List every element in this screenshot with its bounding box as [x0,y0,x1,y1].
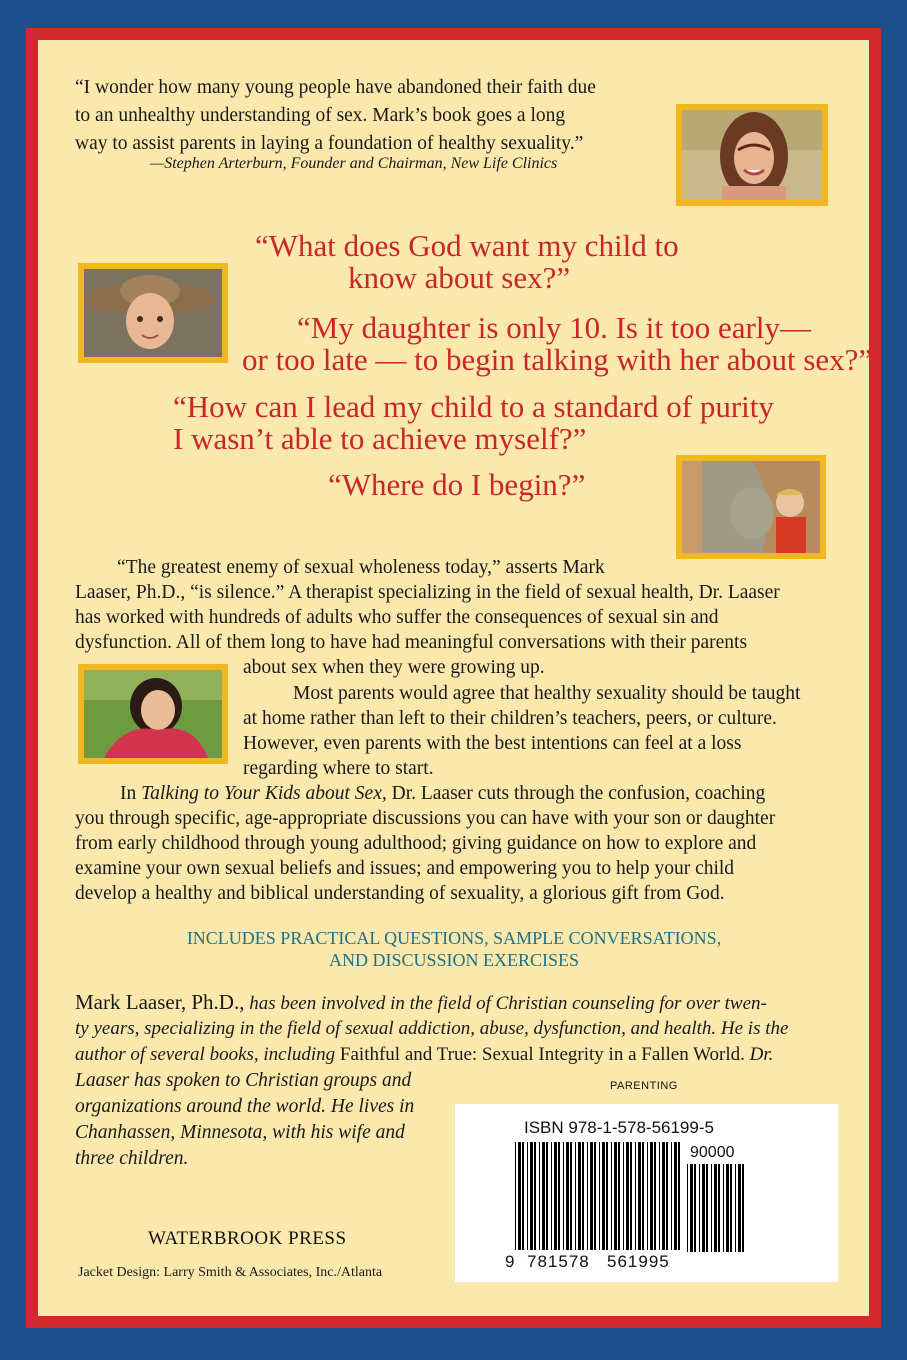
desc-p3-rest: Dr. Laaser cuts through the confusion, coaching [386,783,766,804]
bio-text: has been involved in the field of Christian counseling for over twen- [244,993,767,1014]
isbn-label: ISBN 978-1-578-56199-5 [524,1118,714,1137]
includes-line-2: AND DISCUSSION EXERCISES [328,950,580,970]
bio-line-2: ty years, specializing in the field of sexual addiction, abuse, dysfunction, and health. He is the [75,1018,789,1039]
barcode-bar [671,1142,672,1250]
desc-p1-line: about sex when they were growing up. [243,657,545,678]
barcode-bar [718,1164,720,1252]
desc-p3-line: from early childhood through young adulthood; giving guidance on how to explore and [75,833,757,854]
barcode-bar [515,1142,516,1250]
barcode-bar [623,1142,624,1250]
bio-line: organizations around the world. He lives in [75,1096,415,1117]
desc-p3-line: examine your own sexual beliefs and issues; and empowering you to help your child [75,858,735,879]
barcode-bar [687,1164,688,1252]
barcode-bar [630,1142,632,1250]
endorsement-line: to an unhealthy understanding of sex. Mark’s book goes a long [75,105,566,126]
desc-p1-line: Laaser, Ph.D., “is silence.” A therapist specializing in the field of sexual health, Dr. Laaser [75,582,780,603]
endorsement-quote [75,74,675,158]
addon-barcode [687,1164,749,1252]
includes-line-1: INCLUDES PRACTICAL QUESTIONS, SAMPLE CONVERSATIONS, [186,928,722,948]
barcode-bar [614,1142,617,1250]
desc-p3-first-line [120,781,765,806]
barcode-bar [587,1142,588,1250]
endorsement-line: “I wonder how many young people have abandoned their faith due [75,77,596,98]
barcode-bar [654,1142,656,1250]
barcode-box [455,1104,838,1282]
barcode-bar [542,1142,545,1250]
boy-illustration [84,269,222,357]
barcode-bar [638,1142,641,1250]
photo-woman [676,104,828,206]
barcode-bar [563,1142,564,1250]
desc-p1-line: “The greatest enemy of sexual wholeness today,” asserts Mark [117,557,605,578]
barcode-bar [599,1142,600,1250]
barcode-bar [706,1164,708,1252]
category-label: PARENTING [610,1080,678,1092]
barcode-bar [578,1142,581,1250]
barcode-bar [659,1142,660,1250]
barcode-bar [618,1142,620,1250]
barcode-bar [666,1142,668,1250]
barcode-digit-first: 9 [505,1252,515,1271]
barcode-bar [594,1142,596,1250]
barcode-bar [570,1142,572,1250]
endorsement-line: way to assist parents in laying a foundation of healthy sexuality.” [75,133,584,154]
desc-p2-line: However, even parents with the best intentions can feel at a loss [243,733,742,754]
barcode-bar [527,1142,528,1250]
desc-p2-line: at home rather than left to their children’s teachers, peers, or culture. [243,708,777,729]
barcode-bar [551,1142,552,1250]
mother-child-illustration [682,461,820,553]
barcode-bar [582,1142,584,1250]
barcode-bar [534,1142,536,1250]
bio-text: Dr. [744,1044,774,1065]
woman-illustration [682,110,822,200]
barcode-bar [678,1142,680,1250]
desc-p3-line: you through specific, age-appropriate discussions you can have with your son or daughter [75,808,776,829]
question-3-line-2: I wasn’t able to achieve myself?” [173,421,587,456]
barcode-bar [726,1164,729,1252]
desc-p3-in: In [120,783,142,804]
endorsement-attribution: —Stephen Arterburn, Founder and Chairman, New Life Clinics [150,155,558,172]
bio-line: Laaser has spoken to Christian groups and [75,1070,412,1091]
bio-line-1 [75,990,767,1017]
bio-book-title: Faithful and True: Sexual Integrity in a Fallen World. [339,1044,745,1065]
girl-illustration [84,670,222,758]
desc-p1-line: has worked with hundreds of adults who suffer the consequences of sexual sin and [75,607,719,628]
barcode-bar [690,1164,693,1252]
barcode-bar [522,1142,524,1250]
desc-p2-line: Most parents would agree that healthy sexuality should be taught [293,683,801,704]
barcode-bar [575,1142,576,1250]
barcode-bar [626,1142,629,1250]
bio-line: Chanhassen, Minnesota, with his wife and [75,1122,405,1143]
barcode-bar [735,1164,736,1252]
publisher-name: WATERBROOK PRESS [148,1228,347,1249]
barcode-bar [606,1142,608,1250]
ean-barcode [515,1142,685,1252]
barcode-bar [730,1164,732,1252]
barcode-bar [635,1142,636,1250]
barcode-bar [611,1142,612,1250]
question-2-line-2: or too late — to begin talking with her about sex?” [242,342,873,377]
barcode-bar [518,1142,521,1250]
barcode-bar [714,1164,717,1252]
barcode-bar [530,1142,533,1250]
question-2-line-1: “My daughter is only 10. Is it too early— [297,310,811,345]
barcode-bar [738,1164,741,1252]
desc-p2-line: regarding where to start. [243,758,434,779]
bio-text: author of several books, including [75,1044,340,1065]
book-title: Talking to Your Kids about Sex, [141,783,387,804]
question-3-line-1: “How can I lead my child to a standard of purity [173,389,774,424]
barcode-digits-group1: 781578 [527,1252,590,1271]
barcode-bar [642,1142,644,1250]
design-credit: Jacket Design: Larry Smith & Associates, Inc./Atlanta [78,1265,383,1280]
barcode-bar [674,1142,677,1250]
author-name: Mark Laaser, Ph.D., [75,990,245,1014]
barcode-bar [650,1142,653,1250]
barcode-bar [694,1164,696,1252]
desc-p3-line: develop a healthy and biblical understanding of sexuality, a glorious gift from God. [75,883,725,904]
barcode-bar [647,1142,648,1250]
barcode-bar [723,1164,724,1252]
barcode-bar [590,1142,593,1250]
barcode-bar [539,1142,540,1250]
question-4: “Where do I begin?” [328,467,586,502]
barcode-bar [602,1142,605,1250]
barcode-bar [558,1142,560,1250]
question-1-line-2: know about sex?” [348,260,571,295]
barcode-digits-group2: 561995 [607,1252,670,1271]
barcode-bar [566,1142,569,1250]
photo-mother-child [676,455,826,559]
bio-line: three children. [75,1148,189,1169]
photo-girl [78,664,228,764]
bio-line-3 [75,1042,773,1068]
barcode-bar [699,1164,700,1252]
desc-p1-line: dysfunction. All of them long to have had meaningful conversations with their parents [75,632,748,653]
photo-boy-hat [78,263,228,363]
barcode-bar [662,1142,665,1250]
question-1-line-1: “What does God want my child to [255,228,679,263]
barcode-bar [711,1164,712,1252]
barcode-bar [546,1142,548,1250]
barcode-bar [554,1142,557,1250]
barcode-bar [702,1164,705,1252]
barcode-bar [742,1164,744,1252]
price-code: 90000 [690,1144,735,1161]
